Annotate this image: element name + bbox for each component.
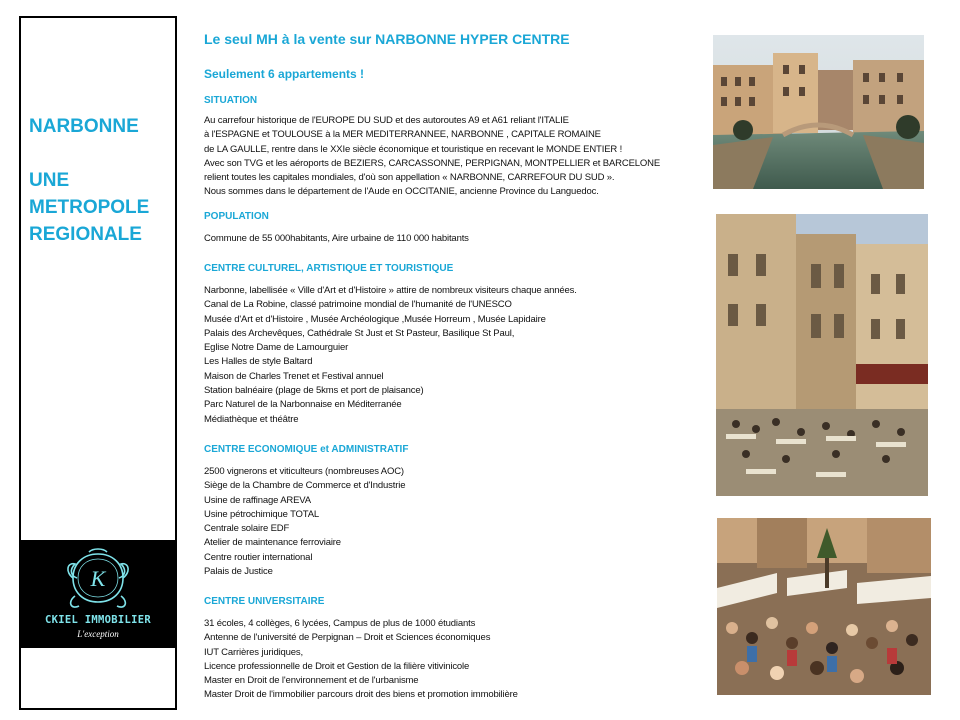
section-line: Licence professionnelle de Droit et Gestion de la filière vitivinicole: [204, 660, 470, 672]
section-line: Atelier de maintenance ferroviaire: [204, 537, 341, 549]
section-line: Musée d'Art et d'Histoire , Musée Archéologique ,Musée Horreum , Musée Lapidaire: [204, 313, 546, 325]
section-university: [204, 595, 709, 703]
section-line: Médiathèque et théâtre: [204, 413, 299, 425]
section-line: Centrale solaire EDF: [204, 523, 290, 535]
page-subtitle: Seulement 6 appartements !: [204, 67, 365, 81]
section-line: Maison de Charles Trenet et Festival annuel: [204, 370, 384, 382]
section-line: Les Halles de style Baltard: [204, 356, 313, 368]
sidebar-panel: [19, 16, 177, 710]
section-line: Master en Droit de l'environnement et de l'urbanisme: [204, 675, 419, 687]
section-line: Usine pétrochimique TOTAL: [204, 508, 320, 520]
section-line: IUT Carrières juridiques,: [204, 646, 304, 658]
section-line: Nous sommes dans le département de l'Aude en OCCITANIE, ancienne Province du Languedoc.: [204, 186, 599, 198]
section-title: CENTRE ECONOMIQUE et ADMINISTRATIF: [204, 444, 409, 455]
section-title: SITUATION: [204, 95, 258, 106]
section-line: Commune de 55 000habitants, Aire urbaine de 110 000 habitants: [204, 233, 469, 244]
section-line: relient toutes les capitales mondiales, d'où son appellation « NARBONNE, CARREFOUR DU SUD ».: [204, 172, 615, 184]
section-line: Palais de Justice: [204, 566, 273, 578]
section-title: CENTRE CULTUREL, ARTISTIQUE ET TOURISTIQUE: [204, 263, 454, 274]
section-line: Avec son TVG et les aéroports de BEZIERS, CARCASSONNE, PERPIGNAN, MONTPELLIER et BARCELONE: [204, 157, 661, 169]
section-line: à l'ESPAGNE et TOULOUSE à la MER MEDITERRANNEE, NARBONNE , CAPITALE ROMAINE: [204, 129, 601, 141]
section-line: Eglise Notre Dame de Lamourguier: [204, 342, 349, 354]
section-situation: [204, 94, 709, 200]
monogram-emblem-icon: [63, 548, 133, 614]
section-line: Au carrefour historique de l'EUROPE DU SUD et des autoroutes A9 et A61 reliant l'ITALIE: [204, 115, 569, 126]
section-economy: [204, 443, 709, 579]
page-title: Le seul MH à la vente sur NARBONNE HYPER CENTRE: [204, 31, 570, 47]
market-photo: [717, 518, 931, 695]
section-line: Usine de raffinage AREVA: [204, 494, 311, 506]
section-line: Master Droit de l'immobilier parcours droit des biens et promotion immobilière: [204, 689, 518, 701]
section-population: [204, 210, 709, 246]
section-line: Centre routier international: [204, 551, 313, 563]
company-name: CKIEL IMMOBILIER: [45, 614, 151, 626]
section-line: Siège de la Chambre de Commerce et d'Industrie: [204, 480, 406, 492]
company-tagline: L'exception: [77, 629, 119, 639]
section-culture: [204, 262, 709, 427]
canal-photo: [713, 35, 924, 189]
svg-text:K: K: [90, 566, 106, 591]
section-line: Palais des Archevêques, Cathédrale St Just et St Pasteur, Basilique St Paul,: [204, 327, 515, 339]
section-title: CENTRE UNIVERSITAIRE: [204, 596, 325, 607]
section-line: Parc Naturel de la Narbonnaise en Méditerranée: [204, 399, 402, 411]
sidebar-title-line: METROPOLE: [29, 197, 150, 218]
sidebar-title-line: NARBONNE: [29, 116, 139, 137]
section-line: Station balnéaire (plage de 5kms et port de plaisance): [204, 385, 424, 397]
sidebar-title-line: REGIONALE: [29, 224, 142, 245]
section-line: 31 écoles, 4 collèges, 6 lycées, Campus de plus de 1000 étudiants: [204, 618, 476, 629]
section-line: Canal de La Robine, classé patrimoine mondial de l'humanité de l'UNESCO: [204, 299, 512, 311]
sidebar-title: [29, 113, 171, 248]
section-line: 2500 vignerons et viticulteurs (nombreuses AOC): [204, 466, 404, 477]
section-title: POPULATION: [204, 211, 269, 222]
company-logo: [21, 540, 175, 648]
header: [204, 30, 709, 82]
section-line: Antenne de l'université de Perpignan – Droit et Sciences économiques: [204, 632, 491, 644]
section-line: Narbonne, labellisée « Ville d'Art et d'Histoire » attire de nombreux visiteurs chaque années.: [204, 285, 577, 296]
square-photo: [716, 214, 928, 496]
sidebar-title-line: UNE: [29, 170, 70, 191]
section-line: de LA GAULLE, rentre dans le XXIe siècle économique et touristique en recevant le MONDE ENTIER !: [204, 143, 623, 155]
